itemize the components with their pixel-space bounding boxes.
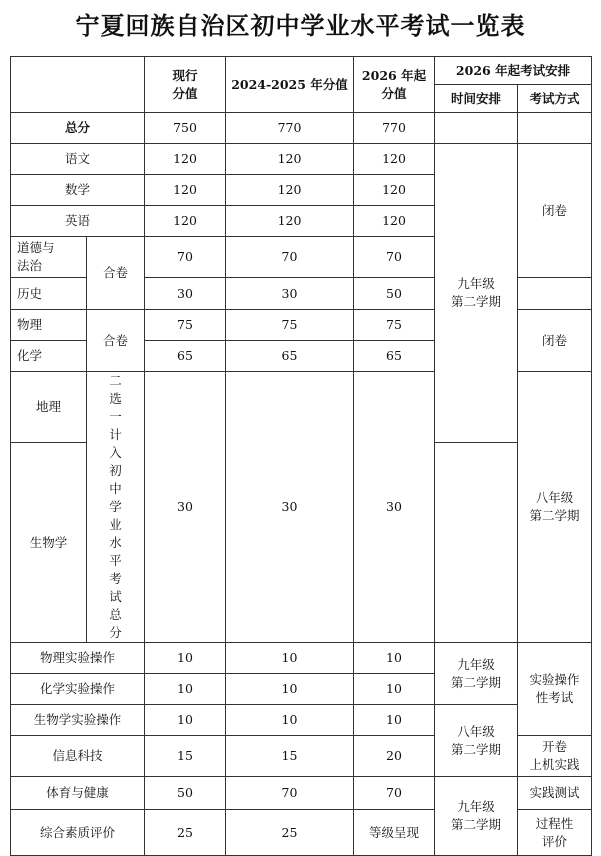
header-2024: 2024-2025 年分值 [226, 57, 354, 113]
header-current [145, 57, 226, 113]
note-char: 一 [109, 409, 122, 424]
time-line1: 九年级 [457, 276, 495, 292]
cell-2026: 70 [354, 237, 435, 278]
time-grade8-term2-it [435, 705, 518, 777]
table-row [11, 777, 592, 810]
time-line2: 第二学期 [529, 508, 580, 523]
subject-morality-l2: 法治 [17, 258, 43, 273]
time-line1: 八年级 [457, 723, 495, 739]
header-2026-l1: 2026 年起 [361, 67, 427, 83]
time-line1: 九年级 [457, 656, 495, 672]
subject-chemistry: 化学 [11, 341, 87, 372]
cell-2026: 10 [354, 643, 435, 674]
cell-2024: 120 [226, 206, 354, 237]
cell-method-blank [518, 113, 592, 144]
subject-chinese: 语文 [11, 144, 145, 175]
method-lab [518, 643, 592, 736]
subject-quality: 综合素质评价 [11, 810, 145, 856]
cell-2024: 70 [226, 237, 354, 278]
note-char: 分 [109, 625, 122, 640]
time-grade9-term2 [435, 144, 518, 443]
page-title: 宁夏回族自治区初中学业水平考试一览表 [75, 12, 526, 40]
method-lab-l2: 性考试 [535, 690, 574, 705]
choose-one-of-two-note [87, 372, 145, 643]
subject-english: 英语 [11, 206, 145, 237]
cell-2024: 75 [226, 310, 354, 341]
subject-math: 数学 [11, 175, 145, 206]
cell-current: 120 [145, 144, 226, 175]
note-char: 选 [109, 391, 122, 406]
time-grade9-term2-lab [435, 643, 518, 705]
table-row [11, 705, 592, 736]
subject-geography: 地理 [11, 372, 87, 443]
method-it-l1: 开卷 [541, 739, 567, 754]
subject-morality [11, 237, 87, 278]
subject-chemistry-lab: 化学实验操作 [11, 674, 145, 705]
cell-2024: 10 [226, 705, 354, 736]
method-practice: 实践测试 [518, 777, 592, 810]
cell-2024: 30 [226, 372, 354, 643]
time-line2: 第二学期 [450, 741, 501, 757]
header-arrangement: 2026 年起考试安排 [435, 57, 592, 85]
subject-morality-l1: 道德与 [17, 240, 55, 255]
table-row [11, 144, 592, 175]
method-it [518, 736, 592, 777]
cell-2024: 30 [226, 278, 354, 310]
cell-2026: 120 [354, 175, 435, 206]
cell-current: 120 [145, 206, 226, 237]
combined-paper-label-2: 合卷 [87, 310, 145, 372]
cell-2024: 25 [226, 810, 354, 856]
time-line2: 第二学期 [450, 294, 501, 310]
table-row [11, 643, 592, 674]
note-char: 试 [109, 589, 122, 604]
method-closed: 闭卷 [518, 144, 592, 278]
cell-current: 15 [145, 736, 226, 777]
cell-current: 25 [145, 810, 226, 856]
subject-total: 总分 [11, 113, 145, 144]
method-eval-l2: 评价 [541, 833, 567, 849]
cell-2026: 30 [354, 372, 435, 643]
note-char: 总 [109, 607, 122, 622]
note-char: 学 [109, 499, 122, 514]
cell-current: 30 [145, 278, 226, 310]
note-char: 中 [109, 481, 122, 496]
header-time: 时间安排 [435, 85, 518, 113]
time-line1: 九年级 [457, 799, 495, 814]
header-2026-l2: 分值 [381, 85, 407, 101]
cell-2024: 15 [226, 736, 354, 777]
cell-2024: 120 [226, 144, 354, 175]
header-blank [11, 57, 145, 113]
cell-2024: 65 [226, 341, 354, 372]
cell-current: 30 [145, 372, 226, 643]
method-eval [518, 810, 592, 856]
note-char: 入 [109, 445, 122, 460]
cell-2024: 10 [226, 674, 354, 705]
time-grade8-term2 [518, 372, 592, 643]
cell-current: 10 [145, 643, 226, 674]
subject-biology: 生物学 [11, 443, 87, 643]
cell-2026: 770 [354, 113, 435, 144]
cell-2026: 70 [354, 777, 435, 810]
cell-2026: 75 [354, 310, 435, 341]
note-char: 计 [109, 427, 122, 442]
cell-2026: 20 [354, 736, 435, 777]
cell-current: 75 [145, 310, 226, 341]
cell-2024: 770 [226, 113, 354, 144]
note-char: 初 [109, 463, 122, 478]
subject-history: 历史 [11, 278, 87, 310]
cell-2026: 120 [354, 206, 435, 237]
cell-current: 10 [145, 674, 226, 705]
time-line1: 八年级 [535, 490, 574, 505]
cell-2026: 等级呈现 [354, 810, 435, 856]
cell-2026: 10 [354, 674, 435, 705]
combined-paper-label: 合卷 [87, 237, 145, 310]
subject-biology-lab: 生物学实验操作 [11, 705, 145, 736]
subject-physics-lab: 物理实验操作 [11, 643, 145, 674]
cell-current: 120 [145, 175, 226, 206]
header-current-l1: 现行 [172, 67, 198, 83]
note-char: 考 [109, 571, 122, 586]
time-line2: 第二学期 [450, 817, 501, 832]
method-it-l2: 上机实践 [529, 757, 580, 772]
header-2026 [354, 57, 435, 113]
subject-pe: 体育与健康 [11, 777, 145, 810]
method-lab-l1: 实验操作 [529, 672, 580, 687]
table-row [11, 113, 592, 144]
cell-2024: 70 [226, 777, 354, 810]
subject-physics: 物理 [11, 310, 87, 341]
cell-time-blank [435, 113, 518, 144]
note-char: 平 [109, 553, 122, 568]
note-char: 业 [109, 517, 122, 532]
cell-2024: 120 [226, 175, 354, 206]
cell-2024: 10 [226, 643, 354, 674]
cell-2026: 10 [354, 705, 435, 736]
cell-current: 50 [145, 777, 226, 810]
cell-current: 70 [145, 237, 226, 278]
cell-current: 750 [145, 113, 226, 144]
cell-2026: 50 [354, 278, 435, 310]
note-char: 二 [109, 373, 122, 388]
header-current-l2: 分值 [172, 85, 198, 101]
note-char: 水 [109, 535, 122, 550]
method-eval-l1: 过程性 [535, 815, 574, 831]
subject-it: 信息科技 [11, 736, 145, 777]
cell-2026: 120 [354, 144, 435, 175]
time-grade9-term2-final [435, 777, 518, 856]
cell-2026: 65 [354, 341, 435, 372]
cell-current: 10 [145, 705, 226, 736]
method-closed-2: 闭卷 [518, 310, 592, 372]
exam-table [10, 56, 592, 856]
header-method: 考试方式 [518, 85, 592, 113]
time-line2: 第二学期 [450, 674, 501, 690]
cell-current: 65 [145, 341, 226, 372]
